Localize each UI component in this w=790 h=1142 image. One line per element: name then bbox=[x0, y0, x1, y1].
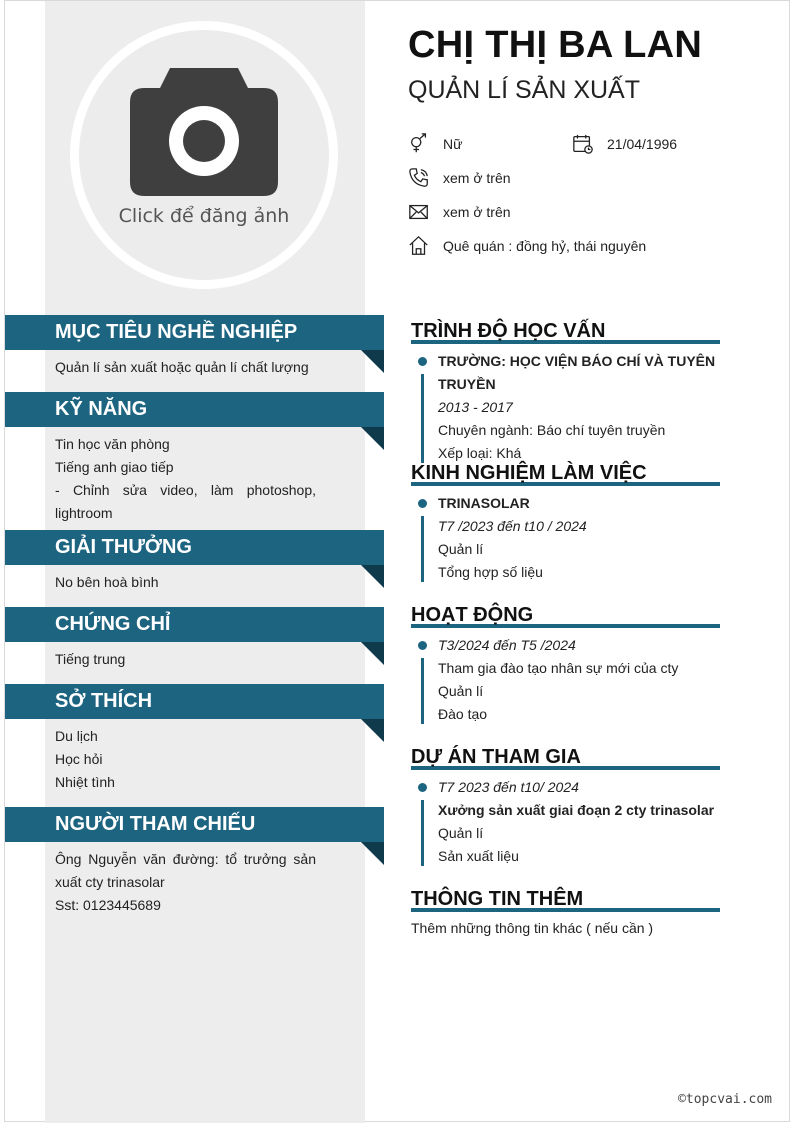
reference-line: Sst: 0123445689 bbox=[55, 897, 161, 913]
section-title: TRÌNH ĐỘ HỌC VẤN bbox=[411, 318, 720, 344]
gender-icon bbox=[408, 133, 430, 155]
section-title: HOẠT ĐỘNG bbox=[411, 602, 720, 628]
timeline-line bbox=[421, 516, 424, 582]
timeline-item bbox=[411, 492, 720, 584]
activity-line: Quản lí bbox=[438, 683, 484, 699]
avatar-upload[interactable] bbox=[70, 21, 338, 289]
phone-icon bbox=[408, 167, 430, 189]
hobby-item: Du lịch bbox=[55, 728, 98, 744]
ribbon-fold bbox=[361, 719, 384, 742]
project-period: T7 2023 đến t10/ 2024 bbox=[438, 779, 579, 795]
education-period: 2013 - 2017 bbox=[438, 399, 513, 415]
skill-item: Tin học văn phòng bbox=[55, 436, 170, 452]
mail-icon bbox=[408, 201, 430, 223]
activity-period: T3/2024 đến T5 /2024 bbox=[438, 637, 576, 653]
section-projects bbox=[411, 744, 720, 868]
timeline-line bbox=[421, 658, 424, 724]
gender-value: Nữ bbox=[443, 136, 463, 152]
company-name: TRINASOLAR bbox=[438, 495, 530, 511]
skills-list bbox=[5, 427, 384, 525]
phone-row bbox=[408, 167, 511, 189]
ribbon-fold bbox=[361, 565, 384, 588]
activity-line: Tham gia đào tạo nhân sự mới của cty bbox=[438, 660, 679, 676]
section-title: CHỨNG CHỈ bbox=[5, 607, 384, 642]
home-icon bbox=[408, 235, 430, 257]
timeline-item bbox=[411, 350, 720, 465]
skill-item: Tiếng anh giao tiếp bbox=[55, 459, 174, 475]
ribbon-fold bbox=[361, 642, 384, 665]
timeline-line bbox=[421, 800, 424, 866]
section-title: KINH NGHIỆM LÀM VIỆC bbox=[411, 460, 720, 486]
timeline-dot bbox=[418, 499, 427, 508]
reference-line: Ông Nguyễn văn đường: tổ trưởng sản xuất cty trinasolar bbox=[55, 851, 316, 890]
objective-text: Quản lí sản xuất hoặc quản lí chất lượng bbox=[55, 359, 309, 375]
awards-text: No bên hoà bình bbox=[55, 574, 159, 590]
timeline-item bbox=[411, 634, 720, 726]
hobbies-list bbox=[5, 719, 384, 794]
project-line: Quản lí bbox=[438, 825, 484, 841]
section-title: KỸ NĂNG bbox=[5, 392, 384, 427]
hobby-item: Nhiệt tình bbox=[55, 774, 115, 790]
address-value: Quê quán : đồng hỷ, thái nguyên bbox=[443, 238, 647, 254]
skill-item: - Chỉnh sửa video, làm photoshop, lightroom bbox=[55, 482, 316, 521]
avatar-upload-label[interactable]: Click để đăng ảnh bbox=[118, 205, 290, 227]
ribbon-fold bbox=[361, 427, 384, 450]
section-education bbox=[411, 318, 720, 465]
section-title: MỤC TIÊU NGHỀ NGHIỆP bbox=[5, 315, 384, 350]
project-line: Sản xuất liệu bbox=[438, 848, 519, 864]
address-row bbox=[408, 235, 646, 257]
section-certificates bbox=[5, 607, 384, 671]
education-rank: Xếp loại: Khá bbox=[438, 445, 522, 461]
phone-value: xem ở trên bbox=[443, 170, 511, 186]
calendar-icon bbox=[572, 133, 594, 155]
section-title: SỞ THÍCH bbox=[5, 684, 384, 719]
watermark: ©topcvai.com bbox=[678, 1092, 772, 1107]
timeline-line bbox=[421, 374, 424, 463]
section-awards bbox=[5, 530, 384, 594]
ribbon-fold bbox=[361, 350, 384, 373]
timeline-item bbox=[411, 776, 720, 868]
section-hobbies bbox=[5, 684, 384, 794]
project-name: Xưởng sản xuất giai đoạn 2 cty trinasolar bbox=[438, 802, 715, 818]
section-objective bbox=[5, 315, 384, 379]
references-list bbox=[5, 842, 384, 917]
timeline-dot bbox=[418, 641, 427, 650]
section-title: NGƯỜI THAM CHIẾU bbox=[5, 807, 384, 842]
experience-desc: Tổng hợp số liệu bbox=[438, 564, 543, 580]
certificates-text: Tiếng trung bbox=[55, 651, 126, 667]
school-name: TRƯỜNG: HỌC VIỆN BÁO CHÍ VÀ TUYÊN TRUYỀN bbox=[438, 353, 716, 392]
section-skills bbox=[5, 392, 384, 525]
hobby-item: Học hỏi bbox=[55, 751, 103, 767]
education-major: Chuyên ngành: Báo chí tuyên truyền bbox=[438, 422, 666, 438]
section-references bbox=[5, 807, 384, 917]
candidate-name: CHỊ THỊ BA LAN bbox=[408, 24, 703, 66]
email-value: xem ở trên bbox=[443, 204, 511, 220]
timeline-dot bbox=[418, 357, 427, 366]
section-title: DỰ ÁN THAM GIA bbox=[411, 744, 720, 770]
section-extra-info bbox=[411, 886, 720, 940]
job-title: QUẢN LÍ SẢN XUẤT bbox=[408, 76, 640, 104]
section-experience bbox=[411, 460, 720, 584]
extra-info-text: Thêm những thông tin khác ( nếu cần ) bbox=[411, 920, 654, 936]
section-title: THÔNG TIN THÊM bbox=[411, 886, 720, 912]
camera-icon bbox=[130, 68, 278, 196]
experience-role: Quản lí bbox=[438, 541, 484, 557]
section-title: GIẢI THƯỞNG bbox=[5, 530, 384, 565]
dob-row bbox=[572, 133, 677, 155]
dob-value: 21/04/1996 bbox=[607, 136, 678, 152]
activity-line: Đào tạo bbox=[438, 706, 488, 722]
ribbon-fold bbox=[361, 842, 384, 865]
gender-row bbox=[408, 133, 462, 155]
timeline-dot bbox=[418, 783, 427, 792]
experience-period: T7 /2023 đến t10 / 2024 bbox=[438, 518, 587, 534]
section-activities bbox=[411, 602, 720, 726]
email-row bbox=[408, 201, 511, 223]
